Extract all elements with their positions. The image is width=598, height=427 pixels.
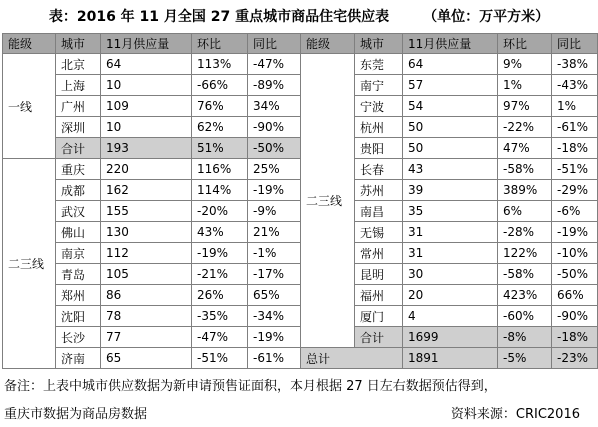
mom-cell: 113% [192, 54, 248, 75]
header-cell: 能级 [301, 34, 355, 54]
yoy-cell: 34% [248, 96, 301, 117]
supply-cell: 10 [101, 75, 192, 96]
table-row [3, 327, 598, 348]
yoy-cell: -19% [552, 222, 598, 243]
supply-cell: 64 [403, 54, 498, 75]
supply-cell: 64 [101, 54, 192, 75]
tier-label-tier23-left: 二三线 [3, 159, 56, 369]
title-main: 表：2016 年 11 月全国 27 重点城市商品住宅供应表 [48, 9, 390, 25]
yoy-cell: -61% [552, 117, 598, 138]
mom-cell: 389% [498, 180, 552, 201]
city-cell: 无锡 [355, 222, 403, 243]
title-unit: （单位：万平方米） [423, 9, 550, 25]
yoy-cell: -50% [552, 264, 598, 285]
city-cell: 深圳 [56, 117, 101, 138]
sum-mom: -8% [498, 327, 552, 348]
city-cell: 长春 [355, 159, 403, 180]
mom-cell: -28% [498, 222, 552, 243]
supply-cell: 57 [403, 75, 498, 96]
supply-cell: 130 [101, 222, 192, 243]
city-cell: 济南 [56, 348, 101, 369]
yoy-cell: -47% [248, 54, 301, 75]
supply-cell: 86 [101, 285, 192, 306]
header-cell: 城市 [355, 34, 403, 54]
mom-cell: -21% [192, 264, 248, 285]
city-cell: 杭州 [355, 117, 403, 138]
mom-cell: -47% [192, 327, 248, 348]
mom-cell: -60% [498, 306, 552, 327]
table-row [3, 201, 598, 222]
table-row [3, 285, 598, 306]
yoy-cell: -1% [248, 243, 301, 264]
supply-cell: 50 [403, 117, 498, 138]
table-row [3, 138, 598, 159]
yoy-cell: -90% [248, 117, 301, 138]
supply-cell: 54 [403, 96, 498, 117]
city-cell: 武汉 [56, 201, 101, 222]
sum-yoy: -50% [248, 138, 301, 159]
supply-cell: 109 [101, 96, 192, 117]
supply-cell: 35 [403, 201, 498, 222]
supply-cell: 162 [101, 180, 192, 201]
city-cell: 沈阳 [56, 306, 101, 327]
mom-cell: -58% [498, 159, 552, 180]
tier-label-tier23-right: 二三线 [301, 54, 355, 348]
city-cell: 长沙 [56, 327, 101, 348]
city-cell: 广州 [56, 96, 101, 117]
mom-cell: 114% [192, 180, 248, 201]
sum-label: 合计 [56, 138, 101, 159]
footnote-line2: 重庆市数据为商品房数据 [4, 407, 148, 422]
header-cell: 11月供应量 [101, 34, 192, 54]
city-cell: 郑州 [56, 285, 101, 306]
mom-cell: -22% [498, 117, 552, 138]
yoy-cell: 66% [552, 285, 598, 306]
city-cell: 南昌 [355, 201, 403, 222]
header-cell: 环比 [498, 34, 552, 54]
supply-cell: 78 [101, 306, 192, 327]
table-row [3, 117, 598, 138]
yoy-cell: -9% [248, 201, 301, 222]
city-cell: 福州 [355, 285, 403, 306]
yoy-cell: 25% [248, 159, 301, 180]
supply-cell: 30 [403, 264, 498, 285]
mom-cell: 43% [192, 222, 248, 243]
table-row [3, 75, 598, 96]
header-cell: 城市 [56, 34, 101, 54]
mom-cell: 97% [498, 96, 552, 117]
yoy-cell: -43% [552, 75, 598, 96]
city-cell: 贵阳 [355, 138, 403, 159]
mom-cell: 62% [192, 117, 248, 138]
city-cell: 重庆 [56, 159, 101, 180]
supply-cell: 105 [101, 264, 192, 285]
yoy-cell: -19% [248, 180, 301, 201]
header-cell: 环比 [192, 34, 248, 54]
table-row [3, 222, 598, 243]
table-row [3, 243, 598, 264]
supply-cell: 220 [101, 159, 192, 180]
header-cell: 11月供应量 [403, 34, 498, 54]
supply-cell: 4 [403, 306, 498, 327]
supply-table [2, 33, 598, 369]
mom-cell: 9% [498, 54, 552, 75]
city-cell: 南宁 [355, 75, 403, 96]
yoy-cell: -38% [552, 54, 598, 75]
table-row [3, 159, 598, 180]
supply-cell: 65 [101, 348, 192, 369]
header-cell: 同比 [248, 34, 301, 54]
tier-label-tier1: 一线 [3, 54, 56, 159]
city-cell: 宁波 [355, 96, 403, 117]
table-row [3, 180, 598, 201]
mom-cell: 122% [498, 243, 552, 264]
yoy-cell: -6% [552, 201, 598, 222]
header-cell: 能级 [3, 34, 56, 54]
city-cell: 青岛 [56, 264, 101, 285]
city-cell: 厦门 [355, 306, 403, 327]
footnote-line1: 备注：上表中城市供应数据为新申请预售证面积，本月根据 27 日左右数据预估得到， [4, 379, 497, 394]
header-cell: 同比 [552, 34, 598, 54]
supply-cell: 31 [403, 243, 498, 264]
table-title [0, 6, 598, 26]
city-cell: 苏州 [355, 180, 403, 201]
table-row [3, 264, 598, 285]
mom-cell: 26% [192, 285, 248, 306]
yoy-cell: -17% [248, 264, 301, 285]
yoy-cell: -90% [552, 306, 598, 327]
city-cell: 成都 [56, 180, 101, 201]
city-cell: 东莞 [355, 54, 403, 75]
city-cell: 佛山 [56, 222, 101, 243]
total-label: 总计 [301, 348, 403, 369]
sum-supply: 1699 [403, 327, 498, 348]
yoy-cell: -19% [248, 327, 301, 348]
total-supply: 1891 [403, 348, 498, 369]
table-row [3, 96, 598, 117]
mom-cell: -19% [192, 243, 248, 264]
yoy-cell: 21% [248, 222, 301, 243]
mom-cell: 47% [498, 138, 552, 159]
yoy-cell: -10% [552, 243, 598, 264]
sum-mom: 51% [192, 138, 248, 159]
total-yoy: -23% [552, 348, 598, 369]
supply-cell: 10 [101, 117, 192, 138]
mom-cell: 76% [192, 96, 248, 117]
mom-cell: -20% [192, 201, 248, 222]
mom-cell: -35% [192, 306, 248, 327]
table-row [3, 306, 598, 327]
yoy-cell: -29% [552, 180, 598, 201]
total-mom: -5% [498, 348, 552, 369]
supply-cell: 50 [403, 138, 498, 159]
table-row [3, 348, 598, 369]
table-row [3, 54, 598, 75]
yoy-cell: -51% [552, 159, 598, 180]
mom-cell: 116% [192, 159, 248, 180]
header-row [3, 34, 598, 54]
supply-cell: 31 [403, 222, 498, 243]
mom-cell: 1% [498, 75, 552, 96]
yoy-cell: 65% [248, 285, 301, 306]
yoy-cell: -89% [248, 75, 301, 96]
city-cell: 北京 [56, 54, 101, 75]
sum-supply: 193 [101, 138, 192, 159]
yoy-cell: -34% [248, 306, 301, 327]
yoy-cell: -18% [552, 138, 598, 159]
supply-cell: 20 [403, 285, 498, 306]
supply-cell: 77 [101, 327, 192, 348]
mom-cell: 423% [498, 285, 552, 306]
mom-cell: 6% [498, 201, 552, 222]
mom-cell: -66% [192, 75, 248, 96]
supply-cell: 155 [101, 201, 192, 222]
supply-cell: 43 [403, 159, 498, 180]
supply-cell: 39 [403, 180, 498, 201]
sum-label: 合计 [355, 327, 403, 348]
city-cell: 南京 [56, 243, 101, 264]
source-note: 资料来源：CRIC2016 [450, 407, 580, 422]
supply-cell: 112 [101, 243, 192, 264]
yoy-cell: 1% [552, 96, 598, 117]
sum-yoy: -18% [552, 327, 598, 348]
city-cell: 常州 [355, 243, 403, 264]
city-cell: 上海 [56, 75, 101, 96]
yoy-cell: -61% [248, 348, 301, 369]
mom-cell: -58% [498, 264, 552, 285]
city-cell: 昆明 [355, 264, 403, 285]
mom-cell: -51% [192, 348, 248, 369]
